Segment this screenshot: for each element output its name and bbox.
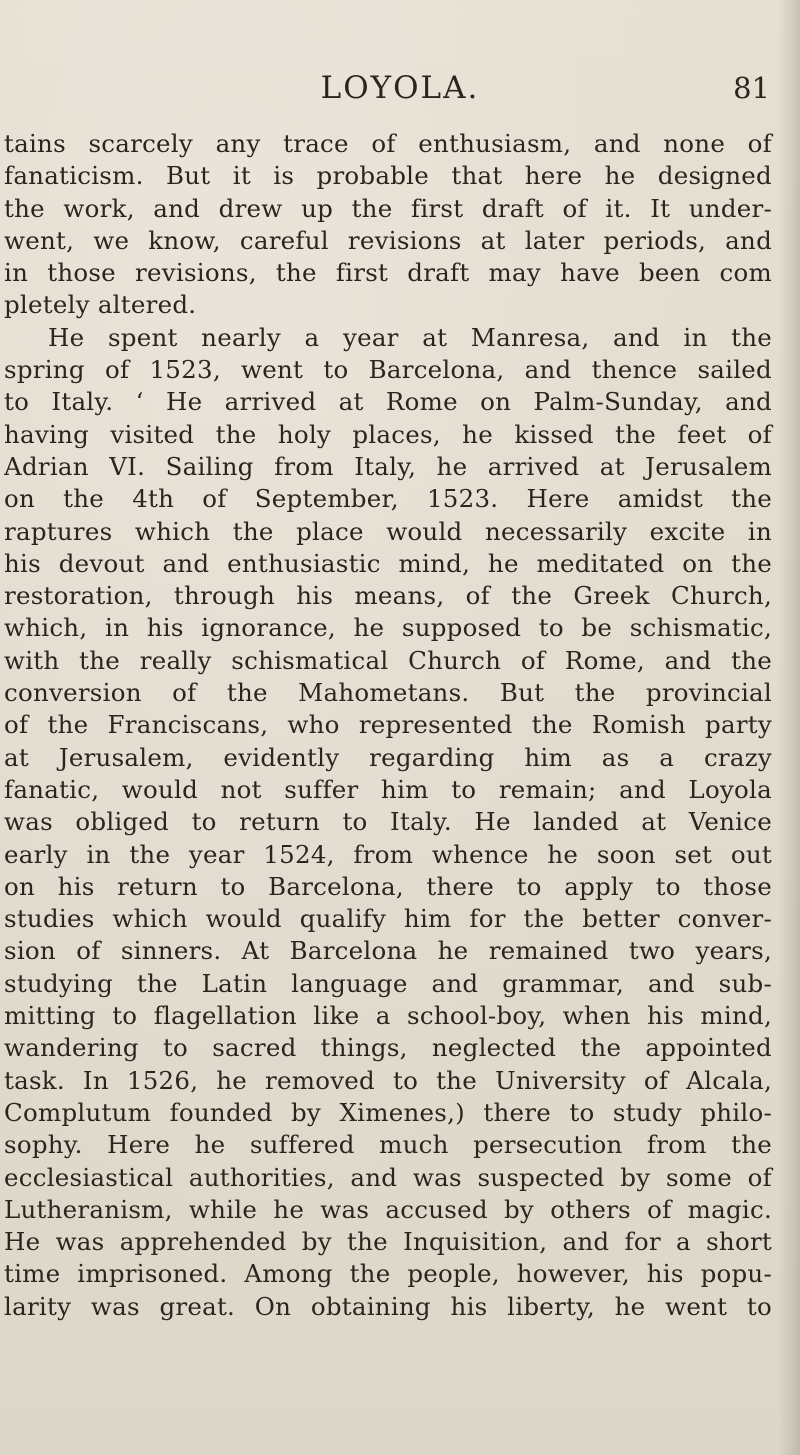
text-line: Adrian VI. Sailing from Italy, he arrived at Jerusalem (4, 451, 772, 481)
text-line: in those revisions, the first draft may have been com (4, 258, 772, 288)
text-line: studies which would qualify him for the better conver- (4, 904, 772, 934)
text-line: his devout and enthusiastic mind, he meditated on the (4, 548, 772, 578)
body-text (0, 128, 780, 1323)
text-line: of the Franciscans, who represented the Romish party (4, 710, 772, 740)
text-line: spring of 1523, went to Barcelona, and thence sailed (4, 355, 772, 385)
text-line: having visited the holy places, he kissed the feet of (4, 419, 772, 449)
text-line: fanaticism. But it is probable that here he designed (4, 161, 772, 191)
text-line: on the 4th of September, 1523. Here amidst the (4, 484, 772, 514)
running-head (0, 66, 800, 110)
text-line: Lutheranism, while he was accused by others of magic. (4, 1194, 772, 1224)
text-line: the work, and drew up the first draft of it. It under- (4, 193, 772, 223)
page-number: 81 (733, 71, 770, 105)
text-line: restoration, through his means, of the Greek Church, (4, 581, 772, 611)
text-line: time imprisoned. Among the people, however, his popu- (4, 1259, 772, 1289)
text-line: wandering to sacred things, neglected the appointed (4, 1033, 772, 1063)
text-line: He spent nearly a year at Manresa, and in the (48, 322, 772, 352)
text-line: to Italy. ‘ He arrived at Rome on Palm-Sunday, and (4, 387, 772, 417)
text-line: fanatic, would not suffer him to remain; and Loyola (4, 774, 772, 804)
text-line: sion of sinners. At Barcelona he remained two years, (4, 936, 772, 966)
text-line: early in the year 1524, from whence he soon set out (4, 839, 772, 869)
text-line: at Jerusalem, evidently regarding him as a crazy (4, 742, 772, 772)
text-line: raptures which the place would necessarily excite in (4, 516, 772, 546)
running-title: LOYOLA. (320, 70, 480, 106)
text-line: pletely altered. (4, 290, 197, 320)
text-line: larity was great. On obtaining his liberty, he went to (4, 1291, 772, 1321)
text-line: with the really schismatical Church of Rome, and the (4, 645, 772, 675)
text-line: which, in his ignorance, he supposed to be schismatic, (4, 613, 772, 643)
text-line: ecclesiastical authorities, and was suspected by some of (4, 1162, 772, 1192)
text-line: went, we know, careful revisions at later periods, and (4, 225, 772, 255)
text-line: mitting to flagellation like a school-boy, when his mind, (4, 1001, 772, 1031)
text-line: sophy. Here he suffered much persecution from the (4, 1130, 772, 1160)
page-edge-shadow (778, 0, 800, 1455)
text-line: tains scarcely any trace of enthusiasm, and none of (4, 129, 772, 158)
text-line: was obliged to return to Italy. He landed at Venice (4, 807, 772, 837)
text-line: He was apprehended by the Inquisition, and for a short (4, 1227, 772, 1257)
text-line: conversion of the Mahometans. But the provincial (4, 678, 772, 708)
text-line: studying the Latin language and grammar, and sub- (4, 968, 772, 998)
text-line: task. In 1526, he removed to the University of Alcala, (4, 1065, 772, 1095)
text-line: on his return to Barcelona, there to apply to those (4, 871, 772, 901)
text-line: Complutum founded by Ximenes,) there to study philo- (4, 1097, 772, 1127)
